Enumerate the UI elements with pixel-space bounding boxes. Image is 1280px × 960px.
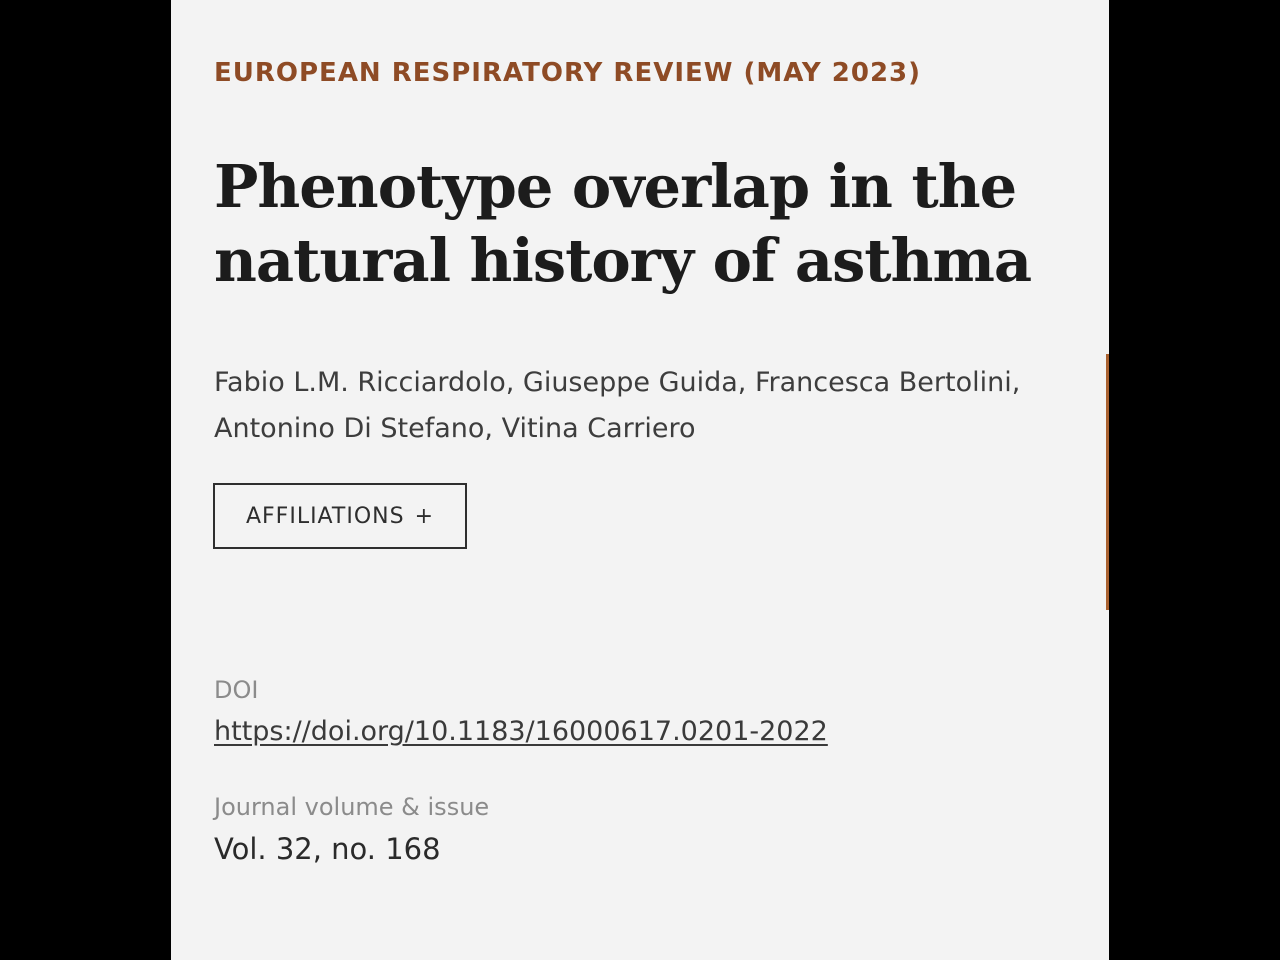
doi-link[interactable]: https://doi.org/10.1183/16000617.0201-2022: [214, 716, 828, 747]
journal-name: EUROPEAN RESPIRATORY REVIEW (MAY 2023): [214, 58, 922, 88]
volume-issue-label: Journal volume & issue: [214, 793, 490, 821]
author-line-2: Antonino Di Stefano, Vitina Carriero: [214, 413, 696, 444]
plus-icon: +: [414, 503, 435, 529]
author-list: [214, 360, 1094, 452]
article-title-line-2: natural history of asthma: [214, 226, 1032, 295]
affiliations-button[interactable]: [213, 483, 467, 549]
article-card: [171, 0, 1109, 960]
side-accent-bar: [1106, 354, 1109, 610]
article-title: [214, 150, 1074, 298]
author-line-1: Fabio L.M. Ricciardolo, Giuseppe Guida, Francesca Bertolini,: [214, 367, 1021, 398]
doi-label: DOI: [214, 676, 259, 704]
affiliations-button-label: AFFILIATIONS: [245, 503, 405, 529]
article-title-line-1: Phenotype overlap in the: [214, 152, 1017, 221]
volume-issue-value: Vol. 32, no. 168: [214, 832, 441, 866]
